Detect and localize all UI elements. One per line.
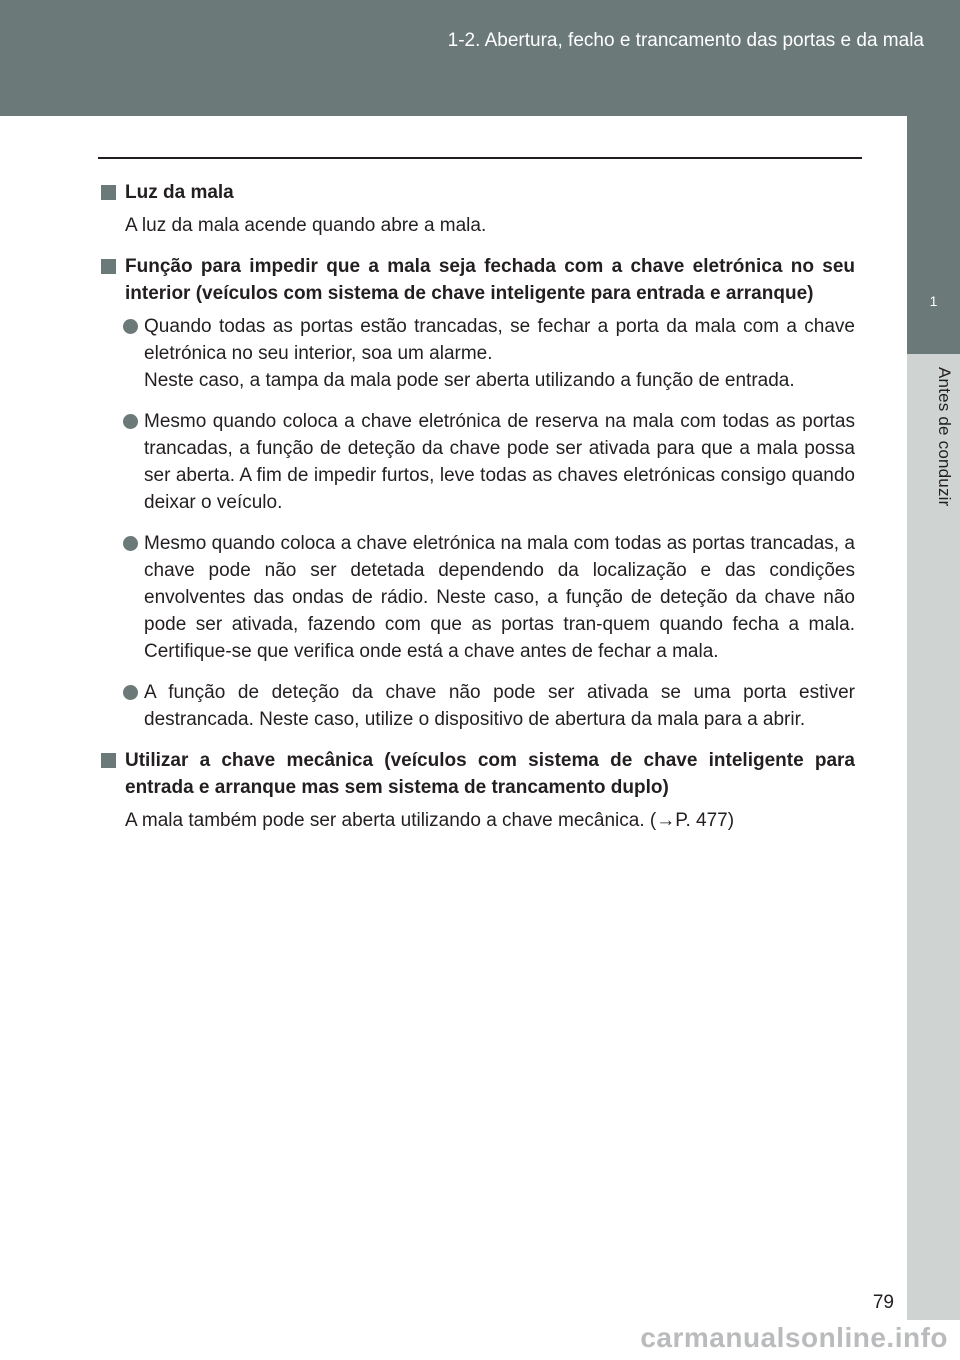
section-heading-text: Utilizar a chave mecânica (veículos com sistema de chave inteligente para entrada e arranque mas sem sistema de trancamento duplo) — [125, 750, 855, 798]
section-title: 1-2. Abertura, fecho e trancamento das portas e da mala — [447, 30, 924, 51]
section-paragraph: A luz da mala acende quando abre a mala. — [125, 215, 487, 236]
list-item — [98, 408, 855, 516]
list-item-text: Neste caso, a tampa da mala pode ser aberta utilizando a função de entrada. — [144, 370, 795, 391]
watermark-text: carmanualsonline.info — [640, 1322, 948, 1353]
round-bullet-icon — [123, 414, 138, 429]
list-item-text: Mesmo quando coloca a chave eletrónica de reserva na mala com todas as portas trancadas, a função de deteção da chave pode ser ativada para que a mala possa ser aberta. A fim de impedir furtos, leve todas as chaves eletrónicas consigo quando deixar o veículo. — [144, 411, 855, 513]
section-heading-text: Luz da mala — [125, 182, 234, 203]
list-item — [98, 530, 855, 665]
side-tab-chapter-number: 1 — [929, 293, 938, 309]
side-tab-chapter-label: Antes de conduzir — [935, 367, 954, 507]
round-bullet-icon — [123, 685, 138, 700]
watermark — [0, 1320, 960, 1360]
square-bullet-icon — [101, 185, 116, 200]
main-content — [98, 179, 855, 848]
page-number: 79 — [872, 1292, 894, 1313]
section-heading — [98, 253, 855, 307]
section-paragraph: A mala também pode ser aberta utilizando a chave mecânica. (→P. 477) — [125, 810, 735, 831]
section-heading — [98, 179, 855, 206]
round-bullet-icon — [123, 319, 138, 334]
list-item — [98, 679, 855, 733]
list-item — [98, 313, 855, 394]
section-heading-text: Função para impedir que a mala seja fechada com a chave eletrónica no seu interior (veículos com sistema de chave inteligente para entrada e arranque) — [125, 256, 855, 304]
square-bullet-icon — [101, 753, 116, 768]
list-item-text: A função de deteção da chave não pode ser ativada se uma porta estiver destrancada. Neste caso, utilize o dispositivo de abertura da mala para a abrir. — [144, 682, 855, 730]
section-heading — [98, 747, 855, 801]
header-bar — [0, 0, 960, 116]
top-divider — [98, 157, 862, 159]
side-tab-chapter-block — [907, 116, 960, 354]
round-bullet-icon — [123, 536, 138, 551]
square-bullet-icon — [101, 259, 116, 274]
list-item-text: Mesmo quando coloca a chave eletrónica na mala com todas as portas trancadas, a chave pode não ser detetada dependendo da localização e das condições envolventes das ondas de rádio. Neste caso, a função de deteção da chave não pode ser ativada, fazendo com que as portas tran-quem quando fecha a mala. Certifique-se que verifica onde está a chave antes de fechar a mala. — [144, 533, 855, 662]
list-item-text: Quando todas as portas estão trancadas, se fechar a porta da mala com a chave eletrónica no seu interior, soa um alarme. — [144, 316, 855, 364]
